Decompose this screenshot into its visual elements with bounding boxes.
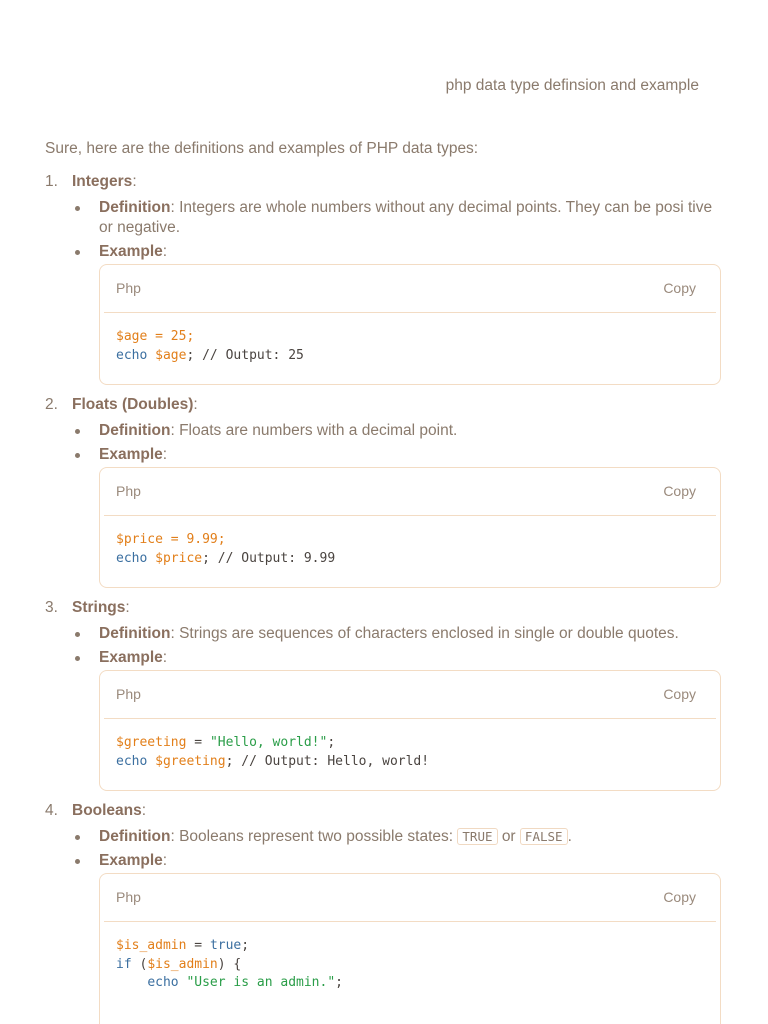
code-language-label: Php xyxy=(116,483,141,499)
assistant-intro: Sure, here are the definitions and examples of PHP data types: xyxy=(45,140,479,157)
section-title: Integers xyxy=(72,173,133,190)
code-token: echo xyxy=(116,753,148,769)
code-token: ; xyxy=(335,975,343,990)
section-heading: 3. Strings: xyxy=(45,596,725,620)
section-title: Booleans xyxy=(72,802,142,819)
code-token: echo xyxy=(116,347,148,363)
code-block xyxy=(99,873,721,1024)
copy-button[interactable]: Copy xyxy=(663,483,696,499)
section-booleans xyxy=(45,799,725,1024)
definition-label: Definition xyxy=(99,199,171,216)
code-language-label: Php xyxy=(116,686,141,702)
code-token: "Hello, world!" xyxy=(209,735,328,750)
section-floats xyxy=(45,393,725,588)
example-item: Example: xyxy=(99,445,725,465)
code-token: $age xyxy=(116,329,148,344)
code-token: = 25; xyxy=(147,329,195,344)
code-token: ) { xyxy=(217,956,242,972)
code-block xyxy=(99,467,721,588)
code-token: ; // Output: 25 xyxy=(186,347,304,363)
definition-item xyxy=(99,624,725,644)
code-token: $age xyxy=(147,347,187,363)
code-content[interactable] xyxy=(100,313,720,384)
code-token: if xyxy=(116,956,132,972)
section-heading: 2. Floats (Doubles): xyxy=(45,393,725,417)
code-block-header xyxy=(104,265,716,313)
code-token: = xyxy=(186,735,210,750)
example-label: Example xyxy=(99,649,163,666)
definition-label: Definition xyxy=(99,422,171,439)
list-number: 4. xyxy=(45,802,58,819)
code-token: "User is an admin." xyxy=(186,975,336,990)
definition-or: or xyxy=(501,828,516,845)
code-block xyxy=(99,670,721,791)
copy-button[interactable]: Copy xyxy=(663,889,696,905)
definition-text: : Strings are sequences of characters enclosed in single or double quotes. xyxy=(170,625,679,642)
copy-button[interactable]: Copy xyxy=(663,686,696,702)
code-token: = xyxy=(186,938,210,953)
code-language-label: Php xyxy=(116,889,141,905)
section-title: Floats (Doubles) xyxy=(72,396,194,413)
inline-code-false: FALSE xyxy=(520,828,568,845)
section-strings xyxy=(45,596,725,791)
code-token: true xyxy=(209,938,242,953)
code-content[interactable] xyxy=(100,516,720,587)
definition-text: : Integers are whole numbers without any decimal points. They can be posi tive or negative. xyxy=(99,199,713,236)
code-block-header xyxy=(104,874,716,922)
code-content[interactable] xyxy=(100,719,720,790)
code-block-header xyxy=(104,468,716,516)
code-block xyxy=(99,264,721,385)
code-token: echo xyxy=(116,550,148,566)
example-label: Example xyxy=(99,243,163,260)
example-item: Example: xyxy=(99,851,725,871)
code-token: echo xyxy=(147,975,179,990)
code-language-label: Php xyxy=(116,280,141,296)
code-token: ; xyxy=(327,735,336,750)
definition-item xyxy=(99,198,719,238)
list-number: 2. xyxy=(45,396,58,413)
section-heading: 4. Booleans: xyxy=(45,799,725,823)
code-token: $is_admin xyxy=(116,938,187,953)
example-item: Example: xyxy=(99,648,725,668)
code-token: ; // Output: Hello, world! xyxy=(225,753,430,769)
code-token: ; xyxy=(241,938,250,953)
definition-text: : Booleans represent two possible states: xyxy=(170,828,454,845)
section-integers xyxy=(45,170,725,385)
copy-button[interactable]: Copy xyxy=(663,280,696,296)
example-label: Example xyxy=(99,446,163,463)
code-block-header xyxy=(104,671,716,719)
list-number: 1. xyxy=(45,173,58,190)
definition-text: : Floats are numbers with a decimal point. xyxy=(170,422,458,439)
user-message: php data type definsion and example xyxy=(445,77,699,94)
code-token xyxy=(116,975,147,990)
example-label: Example xyxy=(99,852,163,869)
section-title: Strings xyxy=(72,599,126,616)
code-token: $price xyxy=(147,550,203,566)
code-content[interactable] xyxy=(100,922,720,1012)
list-number: 3. xyxy=(45,599,58,616)
code-token: $is_admin xyxy=(147,956,218,972)
definition-item xyxy=(99,827,725,847)
inline-code-true: TRUE xyxy=(457,828,497,845)
definition-label: Definition xyxy=(99,828,171,845)
definition-label: Definition xyxy=(99,625,171,642)
code-token: $price xyxy=(116,532,163,547)
definition-end: . xyxy=(567,828,572,845)
section-heading: 1. Integers: xyxy=(45,170,725,194)
code-token: $greeting xyxy=(147,753,226,769)
code-token: ; // Output: 9.99 xyxy=(202,550,336,566)
definition-item xyxy=(99,421,725,441)
code-token: ( xyxy=(131,956,148,972)
code-token: = 9.99; xyxy=(162,532,226,547)
example-item: Example: xyxy=(99,242,725,262)
code-token: $greeting xyxy=(116,735,187,750)
